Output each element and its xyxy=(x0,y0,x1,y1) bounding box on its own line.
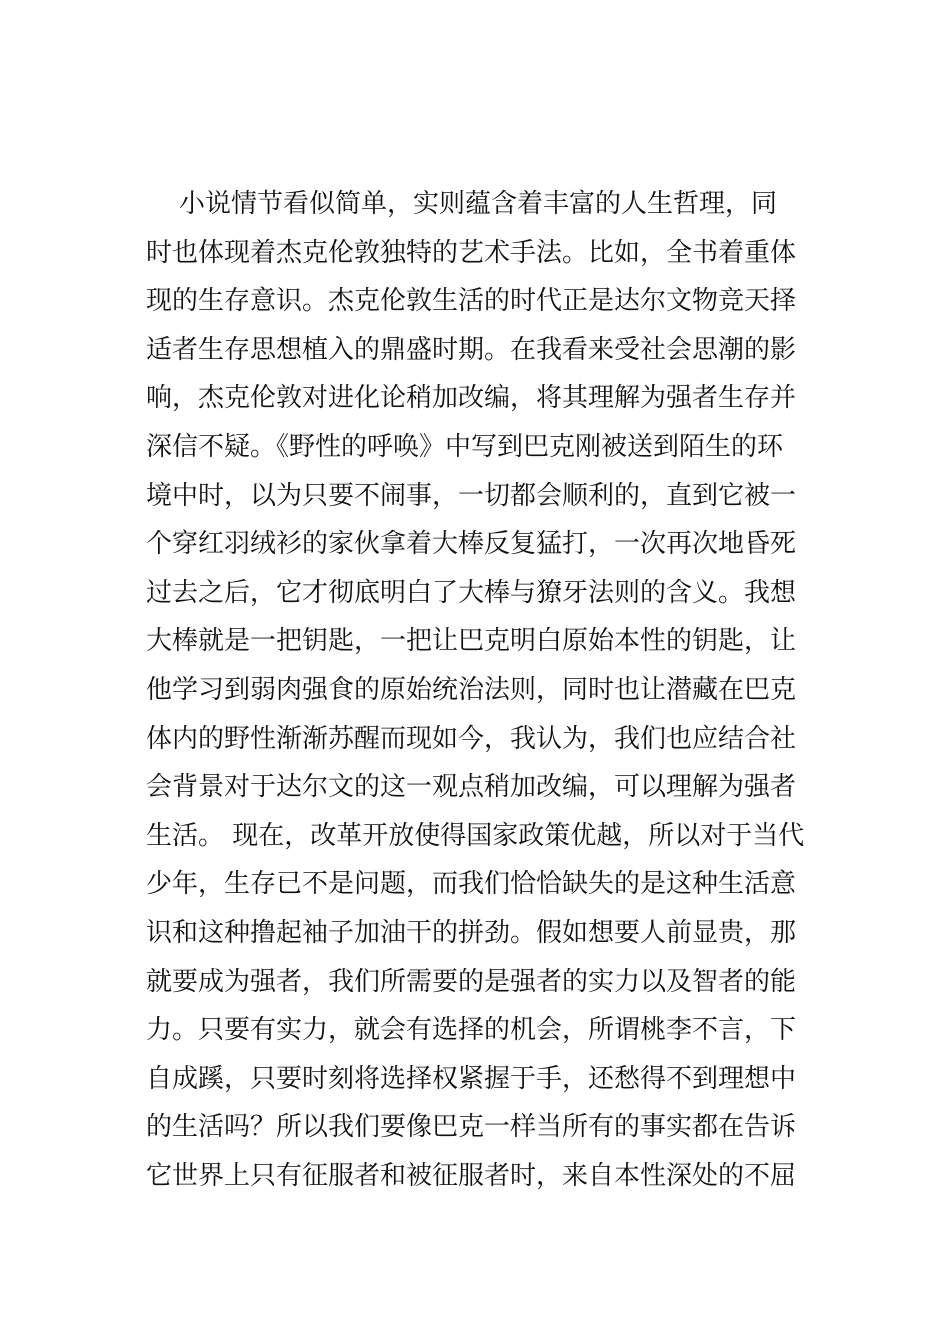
text-line: 适者生存思想植入的鼎盛时期。在我看来受社会思潮的影 xyxy=(146,334,797,365)
text-line: 个穿红羽绒衫的家伙拿着大棒反复猛打，一次再次地昏死 xyxy=(146,529,797,560)
text-line: 响，杰克伦敦对进化论稍加改编，将其理解为强者生存并 xyxy=(146,383,797,414)
text-line: 小说情节看似简单，实则蕴含着丰富的人生哲理，同 xyxy=(146,189,778,219)
text-line: 少年，生存已不是问题，而我们恰恰缺失的是这种生活意 xyxy=(146,869,797,900)
text-line: 力。只要有实力，就会有选择的机会，所谓桃李不言，下 xyxy=(146,1015,797,1046)
text-line: 生活。 现在，改革开放使得国家政策优越，所以对于当代 xyxy=(146,820,805,851)
text-line: 大棒就是一把钥匙，一把让巴克明白原始本性的钥匙，让 xyxy=(146,626,797,657)
text-line: 识和这种撸起袖子加油干的拼劲。假如想要人前显贵，那 xyxy=(146,917,797,948)
text-line: 的生活吗？所以我们要像巴克一样当所有的事实都在告诉 xyxy=(146,1112,797,1143)
text-line: 会背景对于达尔文的这一观点稍加改编，可以理解为强者 xyxy=(146,772,797,803)
text-line: 时也体现着杰克伦敦独特的艺术手法。比如，全书着重体 xyxy=(146,237,797,268)
text-line: 自成蹊，只要时刻将选择权紧握于手，还愁得不到理想中 xyxy=(146,1063,797,1094)
text-line: 他学习到弱肉强食的原始统治法则，同时也让潜藏在巴克 xyxy=(146,674,797,705)
text-line: 它世界上只有征服者和被征服者时，来自本性深处的不屈 xyxy=(146,1160,797,1191)
text-line: 深信不疑。《野性的呼唤》中写到巴克刚被送到陌生的环 xyxy=(146,431,784,462)
text-line: 过去之后，它才彻底明白了大棒与獠牙法则的含义。我想 xyxy=(146,577,797,608)
text-line: 就要成为强者，我们所需要的是强者的实力以及智者的能 xyxy=(146,966,797,997)
text-line: 体内的野性渐渐苏醒而现如今，我认为，我们也应结合社 xyxy=(146,723,797,754)
text-line: 境中时，以为只要不闹事，一切都会顺利的，直到它被一 xyxy=(146,480,797,511)
body-paragraph xyxy=(146,180,810,1200)
text-line: 现的生存意识。杰克伦敦生活的时代正是达尔文物竞天择 xyxy=(146,286,797,317)
